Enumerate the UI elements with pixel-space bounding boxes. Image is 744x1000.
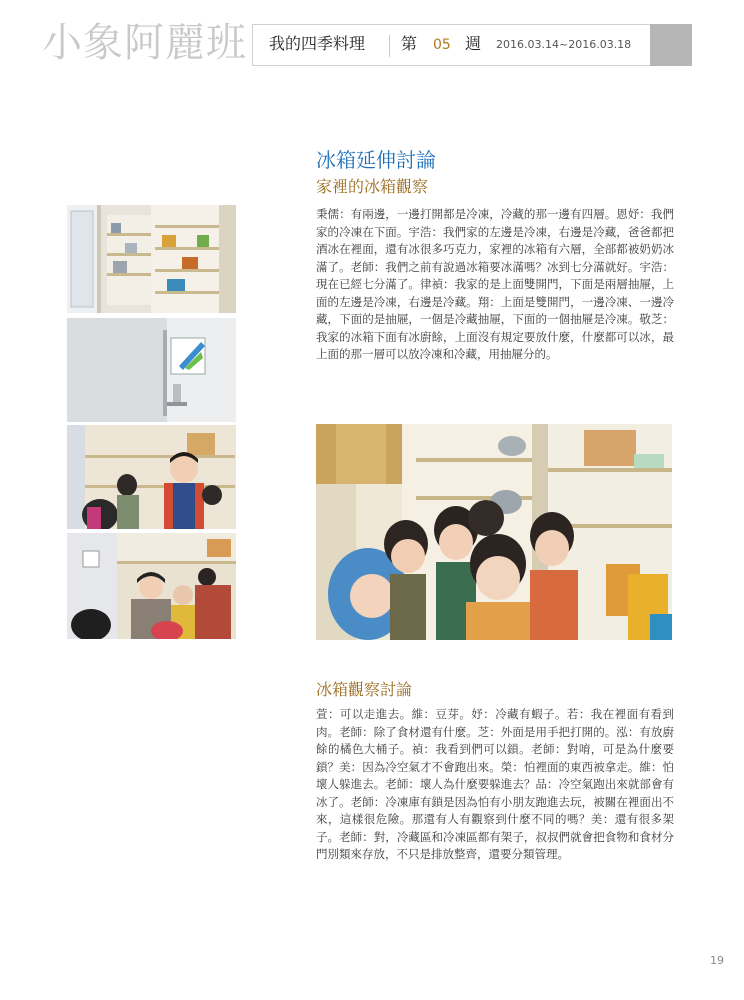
header-gray-block — [650, 24, 692, 66]
week-suffix: 週 — [465, 34, 482, 53]
section1-title: 冰箱延伸討論 — [316, 148, 436, 172]
brand-logo: 小象阿麗班 — [42, 20, 247, 66]
photo-cooler-door — [67, 318, 236, 422]
date-range: 2016.03.14~2016.03.18 — [496, 38, 632, 51]
section2-subtitle: 冰箱觀察討論 — [316, 680, 413, 699]
photo-group-children-cooler — [67, 533, 236, 639]
photo-children-between-shelves — [316, 424, 672, 640]
header-box — [252, 24, 692, 66]
week-prefix: 第 — [401, 34, 418, 53]
photo-walkin-cooler-shelves — [67, 205, 236, 313]
section1-subtitle: 家裡的冰箱觀察 — [316, 177, 429, 196]
photo-children-in-cooler — [67, 425, 236, 529]
header-divider — [389, 35, 390, 57]
section1-paragraph: 秉儒：有兩邊，一邊打開都是冷凍，冷藏的那一邊有四層。恩妤：我們家的冷凍在下面。宇浩：我們家的左邊是冷凍，右邊是冷藏，爸爸都把酒冰在裡面，還有冰很多巧克力，家裡的冰箱有六層，全部都被奶奶冰滿了。老師：我們之前有說過冰箱要冰滿嗎？冰到七分滿就好。宇浩：現在已經七分滿了。律禎：我家的是上面雙開門，下面是兩層抽屜，上面的左邊是冷凍，右邊是冷藏。翔：上面是雙開門，一邊冷凍、一邊冷藏，下面的是抽屜，一個是冷藏抽屜，下面的一個抽屜是冷凍。敬芝：我家的冰箱下面有冰廚餘，上面沒有規定要放什麼，什麼都可以冰，最上面的那一層可以放冷凍和冷藏，用抽屜分的。 — [316, 207, 674, 361]
course-title: 我的四季料理 — [269, 34, 366, 53]
section2-paragraph: 萱：可以走進去。維：豆芽。妤：冷藏有蝦子。若：我在裡面有看到肉。老師：除了食材還有什麼。芝：外面是用手把打開的。泓：有放廚餘的橘色大桶子。禎：我看到們可以鎖。老師：對唷，可是為什麼要鎖？美：因為冷空氣才不會跑出來。榮：怕裡面的東西被拿走。維：怕壞人躲進去。老師：壞人為什麼要躲進去？品：冷空氣跑出來就部會有冰了。老師：冷凍庫有鎖是因為怕有小朋友跑進去玩，被關在裡面出不來，這樣很危險。那還有人有觀察到什麼不同的嗎？美：還有很多架子。老師：對，冷藏區和冷凍區都有架子，叔叔們就會把食物和食材分門別類來存放，不只是排放整齊，還要分類管理。 — [316, 707, 674, 861]
week-number: 05 — [433, 37, 451, 53]
page-number: 19 — [710, 954, 724, 967]
